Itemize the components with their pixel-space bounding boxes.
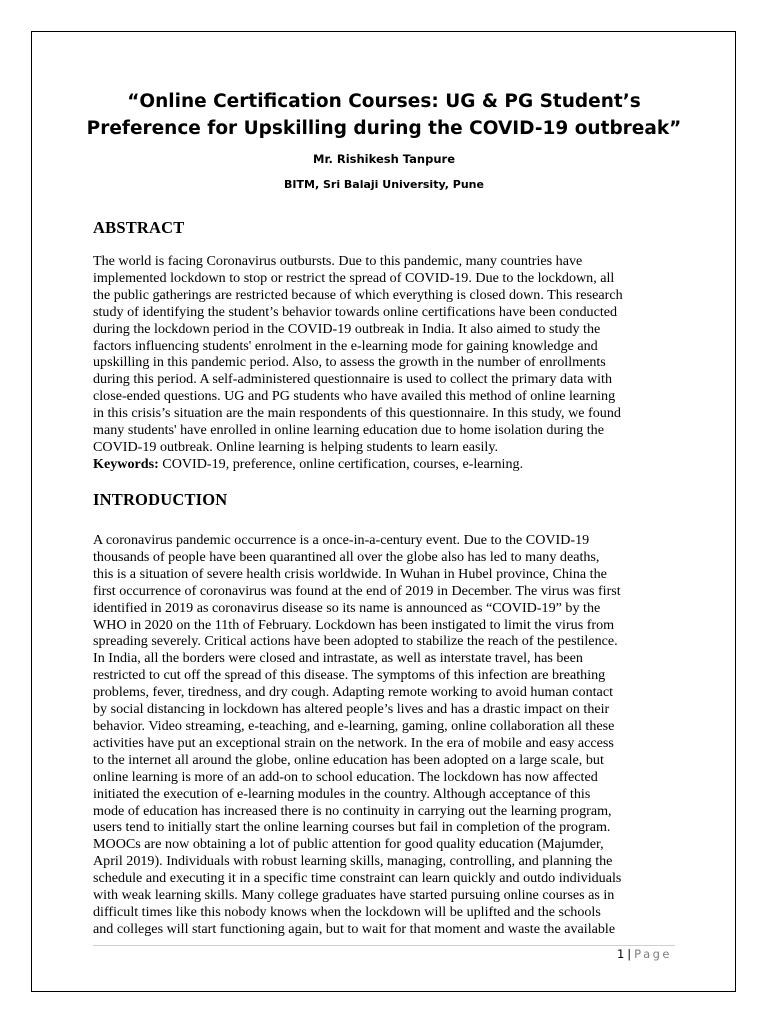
footer-separator: | [627, 947, 632, 961]
introduction-line: restricted to cut off the spread of this disease. The symptoms of this infection are breathing [93, 667, 606, 684]
keywords-label: Keywords: [93, 455, 159, 472]
introduction-line: initiated the execution of e-learning modules in the country. Although acceptance of this [93, 785, 591, 802]
paper-title [60, 88, 708, 142]
footer-divider [93, 945, 675, 946]
introduction-line: online learning is more of an add-on to school education. The lockdown has now affected [93, 768, 598, 785]
paper-title-line: “Online Certification Courses: UG & PG Student’s [127, 91, 641, 112]
page-footer [617, 947, 672, 961]
introduction-line: this is a situation of severe health crisis worldwide. In Wuhan in Hubel province, China the [93, 565, 607, 582]
introduction-heading: INTRODUCTION [93, 490, 228, 509]
introduction-line: and colleges will start functioning again, but to wait for that moment and waste the available [93, 920, 616, 937]
abstract-line: in this crisis’s situation are the main respondents of this questionnaire. In this study, we found [93, 405, 621, 422]
introduction-line: mode of education has increased there is no continuity in carrying out the learning program, [93, 802, 612, 819]
page-number: 1 [616, 947, 625, 961]
introduction-line: spreading severely. Critical actions have been adopted to stabilize the reach of the pestilence. [93, 633, 618, 650]
introduction-line: difficult times like this nobody knows when the lockdown will be uplifted and the schools [93, 903, 601, 920]
introduction-line: identified in 2019 as coronavirus disease so its name is announced as “COVID-19” by the [93, 599, 601, 616]
introduction-line: schedule and executing it in a specific time constraint can learn quickly and outdo individuals [93, 870, 622, 887]
keywords-text: COVID-19, preference, online certification, courses, e-learning. [158, 455, 524, 472]
introduction-line: first occurrence of coronavirus was found at the end of 2019 in December. The virus was first [93, 582, 621, 599]
abstract-line: the public gatherings are restricted because of which everything is closed down. This research [93, 286, 623, 303]
abstract-line: factors influencing students' enrolment in the e-learning mode for gaining knowledge and [93, 337, 598, 354]
abstract-line: during the lockdown period in the COVID-19 outbreak in India. It also aimed to study the [93, 320, 601, 337]
author-name: Mr. Rishikesh Tanpure [313, 152, 455, 166]
introduction-line: A coronavirus pandemic occurrence is a once-in-a-century event. Due to the COVID-19 [93, 532, 590, 548]
abstract-line: upskilling in this pandemic period. Also, to assess the growth in the number of enrollments [93, 354, 606, 371]
introduction-line: to the internet all around the globe, online education has been adopted on a large scale, but [93, 751, 604, 768]
introduction-line: with weak learning skills. Many college graduates have started pursuing online courses as in [93, 887, 615, 904]
abstract-line: close-ended questions. UG and PG students who have availed this method of online learning [93, 388, 616, 405]
introduction-line: by social distancing in lockdown has altered people’s lives and has a drastic impact on their [93, 701, 610, 718]
abstract-line: The world is facing Coronavirus outbursts. Due to this pandemic, many countries have [93, 253, 583, 269]
introduction-line: users tend to initially start the online learning courses but fail in completion of the program. [93, 819, 611, 836]
abstract-line: study of identifying the student’s behavior towards online certifications have been conducted [93, 303, 618, 320]
introduction-body [93, 532, 683, 938]
introduction-line: thousands of people have been quarantined all over the globe also has led to many deaths, [93, 548, 600, 565]
keywords-line [93, 456, 683, 473]
introduction-line: activities have put an exceptional strain on the network. In the era of mobile and easy access [93, 734, 614, 751]
introduction-line: problems, fever, tiredness, and dry cough. Adapting remote working to avoid human contact [93, 684, 613, 701]
introduction-line: MOOCs are now obtaining a lot of public attention for good quality education (Majumder, [93, 836, 604, 853]
abstract-heading: ABSTRACT [93, 218, 185, 237]
abstract-line: during this period. A self-administered questionnaire is used to collect the primary data with [93, 371, 612, 388]
paper-title-line: Preference for Upskilling during the COVID-19 outbreak” [86, 118, 682, 139]
abstract-body [93, 253, 683, 473]
abstract-line: COVID-19 outbreak. Online learning is helping students to learn easily. [93, 438, 498, 455]
introduction-line: In India, all the borders were closed and intrastate, as well as interstate travel, has been [93, 650, 583, 667]
introduction-line: WHO in 2020 on the 11th of February. Lockdown has been instigated to limit the virus from [93, 616, 615, 633]
abstract-line: implemented lockdown to stop or restrict the spread of COVID-19. Due to the lockdown, all [93, 269, 615, 286]
author-affiliation: BITM, Sri Balaji University, Pune [284, 178, 484, 191]
abstract-line: many students' have enrolled in online learning education due to home isolation during the [93, 422, 604, 439]
introduction-line: April 2019). Individuals with robust learning skills, managing, controlling, and planning the [93, 853, 613, 870]
introduction-line: behavior. Video streaming, e-teaching, and e-learning, gaming, online collaboration all these [93, 717, 615, 734]
page-label: Page [634, 947, 672, 961]
